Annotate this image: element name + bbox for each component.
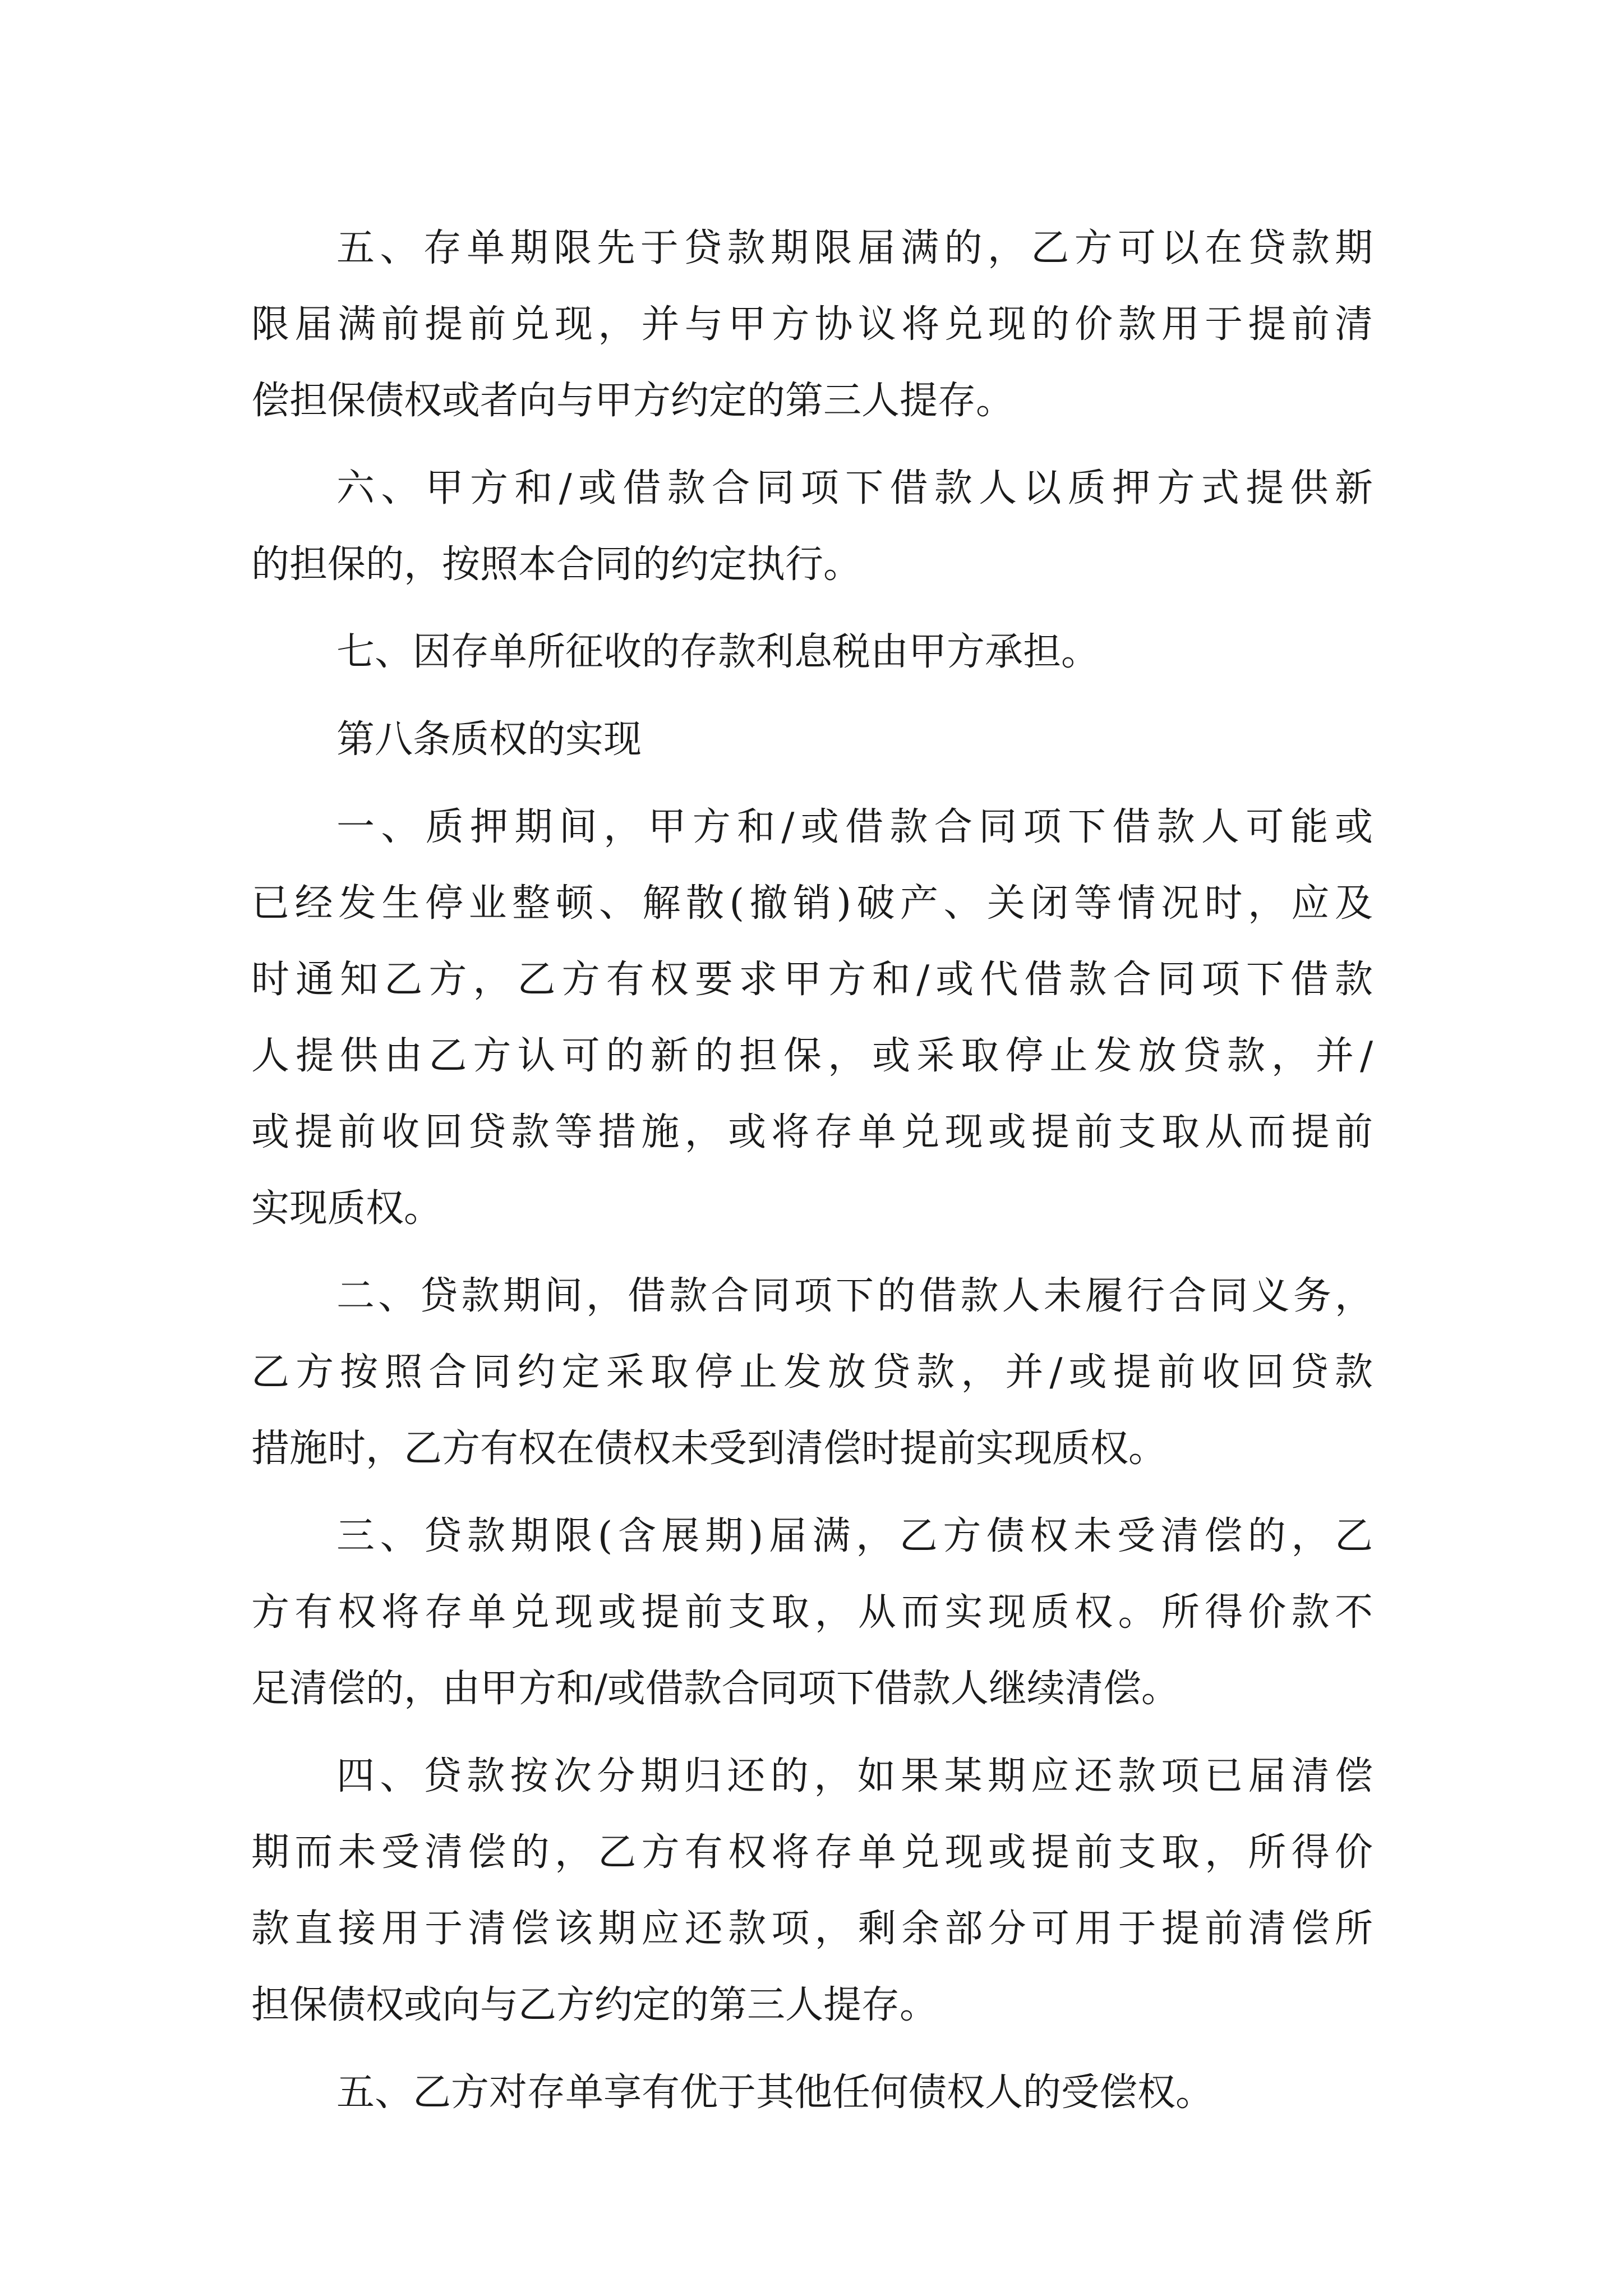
- text-line: 五、存单期限先于贷款期限届满的，乙方可以在贷款期: [336, 226, 1373, 270]
- text-line: 的担保的，按照本合同的约定执行。: [251, 542, 862, 587]
- text-line: 足清偿的，由甲方和/或借款合同项下借款人继续清偿。: [251, 1667, 1179, 1711]
- text-line: 方有权将存单兑现或提前支取，从而实现质权。所得价款不: [251, 1590, 1373, 1635]
- text-line: 三、贷款期限(含展期)届满，乙方债权未受清偿的，乙: [336, 1514, 1373, 1558]
- paragraph-article-7-item-5: [251, 210, 1373, 439]
- text-line: 或提前收回贷款等措施，或将存单兑现或提前支取从而提前: [251, 1110, 1373, 1154]
- text-line: 措施时，乙方有权在债权未受到清偿时提前实现质权。: [251, 1427, 1167, 1471]
- text-line: 二、贷款期间，借款合同项下的借款人未履行合同义务，: [336, 1274, 1373, 1318]
- text-line: 已经发生停业整顿、解散(撤销)破产、关闭等情况时，应及: [251, 881, 1373, 926]
- paragraph-article-8-item-1: [251, 789, 1373, 1247]
- text-line: 期而未受清偿的，乙方有权将存单兑现或提前支取，所得价: [251, 1830, 1373, 1875]
- text-line: 五、乙方对存单享有优于其他任何债权人的受偿权。: [336, 2070, 1214, 2115]
- paragraph-article-8-item-2: [251, 1258, 1373, 1487]
- text-line: 乙方按照合同约定采取停止发放贷款，并/或提前收回贷款: [251, 1350, 1373, 1395]
- text-line: 六、甲方和/或借款合同项下借款人以质押方式提供新: [336, 466, 1373, 510]
- paragraph-article-7-item-6: [251, 450, 1373, 603]
- paragraph-article-8-item-5: [251, 2055, 1373, 2131]
- text-line: 四、贷款按次分期归还的，如果某期应还款项已届清偿: [336, 1754, 1373, 1798]
- text-line: 人提供由乙方认可的新的担保，或采取停止发放贷款，并/: [251, 1034, 1373, 1078]
- text-line: 偿担保债权或者向与甲方约定的第三人提存。: [251, 379, 1015, 423]
- section-heading-article-8: [251, 702, 1373, 778]
- paragraph-article-8-item-4: [251, 1738, 1373, 2044]
- text-line: 时通知乙方，乙方有权要求甲方和/或代借款合同项下借款: [251, 958, 1373, 1002]
- section-heading: 第八条质权的实现: [336, 717, 642, 762]
- paragraph-article-7-item-7: [251, 614, 1373, 691]
- text-line: 限届满前提前兑现，并与甲方协议将兑现的价款用于提前清: [251, 302, 1373, 347]
- text-line: 一、质押期间，甲方和/或借款合同项下借款人可能或: [336, 805, 1373, 849]
- paragraph-article-8-item-3: [251, 1498, 1373, 1727]
- text-line: 七、因存单所征收的存款利息税由甲方承担。: [336, 630, 1100, 674]
- text-line: 实现质权。: [251, 1186, 442, 1231]
- document-body: [251, 210, 1373, 2131]
- text-line: 款直接用于清偿该期应还款项，剩余部分可用于提前清偿所: [251, 1907, 1373, 1951]
- text-line: 担保债权或向与乙方约定的第三人提存。: [251, 1983, 938, 2027]
